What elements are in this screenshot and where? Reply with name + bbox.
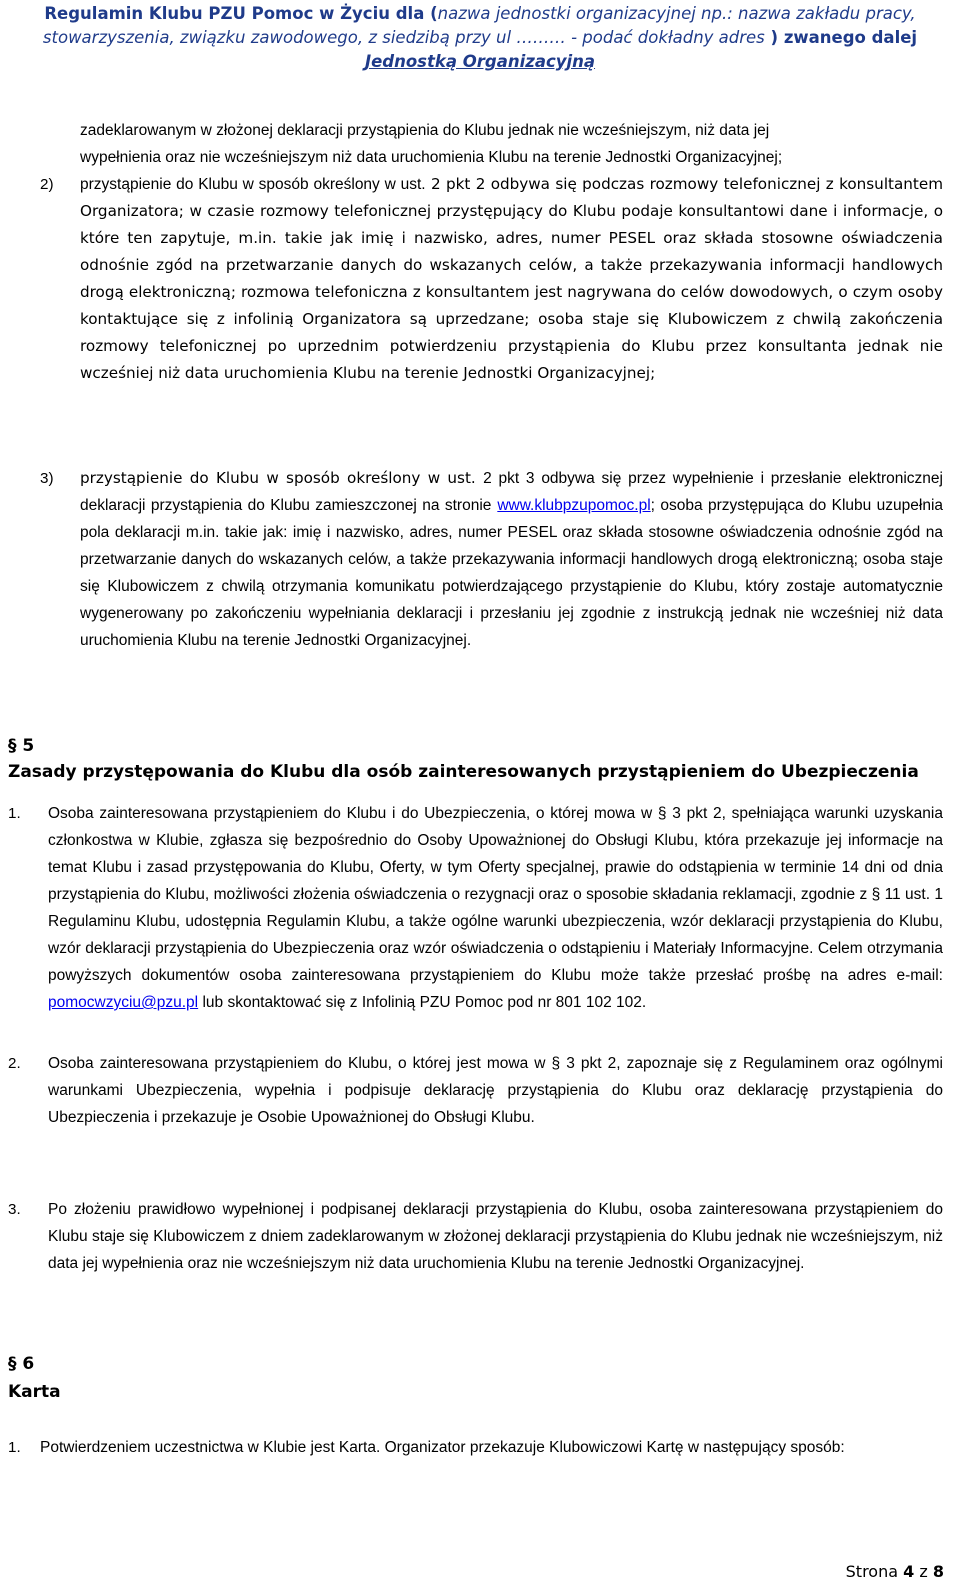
item-3-number: 3) bbox=[40, 470, 54, 487]
sec5-item-2-text: Osoba zainteresowana przystąpieniem do Klubu, o której jest mowa w § 3 pkt 2, zapoznaje się z Regulaminem oraz ogólnymi warunkami Ubezpieczenia, wypełnia i podpisuje deklarację przystąpienia do Klubu oraz deklarację przystąpienia do Ubezpieczenia i przekazuje je Osobie Upoważnionej do Obsługi Klubu. bbox=[48, 1055, 943, 1126]
sec5-item-3-text: Po złożeniu prawidłowo wypełnionej i podpisanej deklaracji przystąpienia do Klubu, osoba zainteresowana przystąpieniem do Klubu staje się Klubowiczem z dniem zadeklarowanym w złożonej deklaracji przystąpienia do Klubu jednak nie wcześniejszym, niż data jej wypełnienia oraz nie wcześniejszym niż data uruchomienia Klubu na terenie Jednostki Organizacyjnej. bbox=[48, 1201, 943, 1272]
sec6-item-1-text: Potwierdzeniem uczestnictwa w Klubie jest Karta. Organizator przekazuje Klubowiczowi Kartę w następujący sposób: bbox=[40, 1439, 845, 1456]
page-number: Strona 4 z 8 bbox=[845, 1562, 944, 1581]
sec5-item-2-number: 2. bbox=[8, 1055, 21, 1072]
item-3-text: przystąpienie do Klubu w sposób określony w ust. 2 pkt 3 odbywa się przez wypełnienie i przesłanie elektronicznej deklaracji przystąpienia do Klubu zamieszczonej na stronie www.klubpzupomoc.pl; osoba przystępująca do Klubu uzupełnia pola deklaracji m.in. takie jak: imię i nazwisko, adres, numer PESEL oraz składa stosowne oświadczenia odnośnie zgód na przetwarzanie danych do wskazanych celów, a także przekazywania informacji handlowych drogą elektroniczną; osoba staje się Klubowiczem z chwilą otrzymania komunikatu potwierdzającego przystąpienie do Klubu, który zostaje automatycznie wygenerowany po zakończeniu wypełniania deklaracji i przesłaniu jej zgodnie z instrukcją jednak nie wcześniej niż data uruchomienia Klubu na terenie Jednostki Organizacyjnej. bbox=[80, 469, 944, 649]
item-2-text: przystąpienie do Klubu w sposób określony w ust. 2 pkt 2 odbywa się podczas rozmowy telefonicznej z konsultantem Organizatora; w czasie rozmowy telefonicznej przystępujący do Klubu podaje konsultantowi dane i informacje, o które ten zapytuje, m.in. takie jak imię i nazwisko, adres, numer PESEL oraz składa stosowne oświadczenia odnośnie zgód na przetwarzanie danych do wskazanych celów, a także przekazywania informacji handlowych drogą elektroniczną; rozmowa telefoniczna z konsultantem jest nagrywana do celów dowodowych, o czym osoby kontaktujące się z infolinią Organizatora są uprzedzane; osoba staje się Klubowiczem z chwilą zakończenia rozmowy telefonicznej po uprzednim potwierdzeniu przystąpienia do Klubu przez konsultanta jednak nie wcześniej niż data uruchomienia Klubu na terenie Jednostki Organizacyjnej; bbox=[80, 175, 944, 382]
page-header: Regulamin Klubu PZU Pomoc w Życiu dla (nazwa jednostki organizacyjnej np.: nazwa zakładu pracy, stowarzyszenia, związku zawodowego, z siedzibą przy ul ……… - podać dokładny adres ) zwanego dalej Jednostką Organizacyjną bbox=[42, 4, 918, 71]
email-link[interactable]: pomocwzyciu@pzu.pl bbox=[48, 994, 199, 1011]
section-5-number: § 5 bbox=[8, 736, 35, 756]
sec5-item-1-text: Osoba zainteresowana przystąpieniem do Klubu i do Ubezpieczenia, o której mowa w § 3 pkt 2, spełniająca warunki uzyskania członkostwa w Klubie, zgłasza się bezpośrednio do Osoby Upoważnionej do Obsługi Klubu, która przekazuje jej informacje na temat Klubu i zasad przystępowania do Klubu, Oferty, w tym Oferty specjalnej, prawie do odstąpienia w terminie 14 dni od dnia przystąpienia do Klubu, możliwości złożenia oświadczenia o rezygnacji oraz o sposobie składania reklamacji, zgodnie z § 11 ust. 1 Regulaminu Klubu, udostępnia Regulamin Klubu, a także ogólne warunki ubezpieczenia, wzór deklaracji przystąpienia do Klubu, wzór deklaracji przystąpienia do Ubezpieczenia oraz wzór oświadczenia o odstąpieniu i Materiały Informacyjne. Celem otrzymania powyższych dokumentów osoba zainteresowana przystąpieniem do Klubu może także przesłać prośbę na adres e-mail: pomocwzyciu@pzu.pl lub skontaktować się z Infolinią PZU Pomoc pod nr 801 102 102. bbox=[48, 805, 943, 1011]
website-link[interactable]: www.klubpzupomoc.pl bbox=[497, 497, 651, 514]
sec5-item-3-number: 3. bbox=[8, 1201, 21, 1218]
section-5-title: Zasady przystępowania do Klubu dla osób zainteresowanych przystąpieniem do Ubezpieczenia bbox=[8, 762, 919, 782]
sec6-item-1-number: 1. bbox=[8, 1439, 21, 1456]
item-2-number: 2) bbox=[40, 176, 54, 193]
section-6-title: Karta bbox=[8, 1382, 61, 1402]
section-6-number: § 6 bbox=[8, 1354, 35, 1374]
sec5-item-1-number: 1. bbox=[8, 805, 21, 822]
continued-paragraph: zadeklarowanym w złożonej deklaracji przystąpienia do Klubu jednak nie wcześniejszym, niż data jej wypełnienia oraz nie wcześniejszym niż data uruchomienia Klubu na terenie Jednostki Organizacyjnej; bbox=[80, 122, 783, 166]
